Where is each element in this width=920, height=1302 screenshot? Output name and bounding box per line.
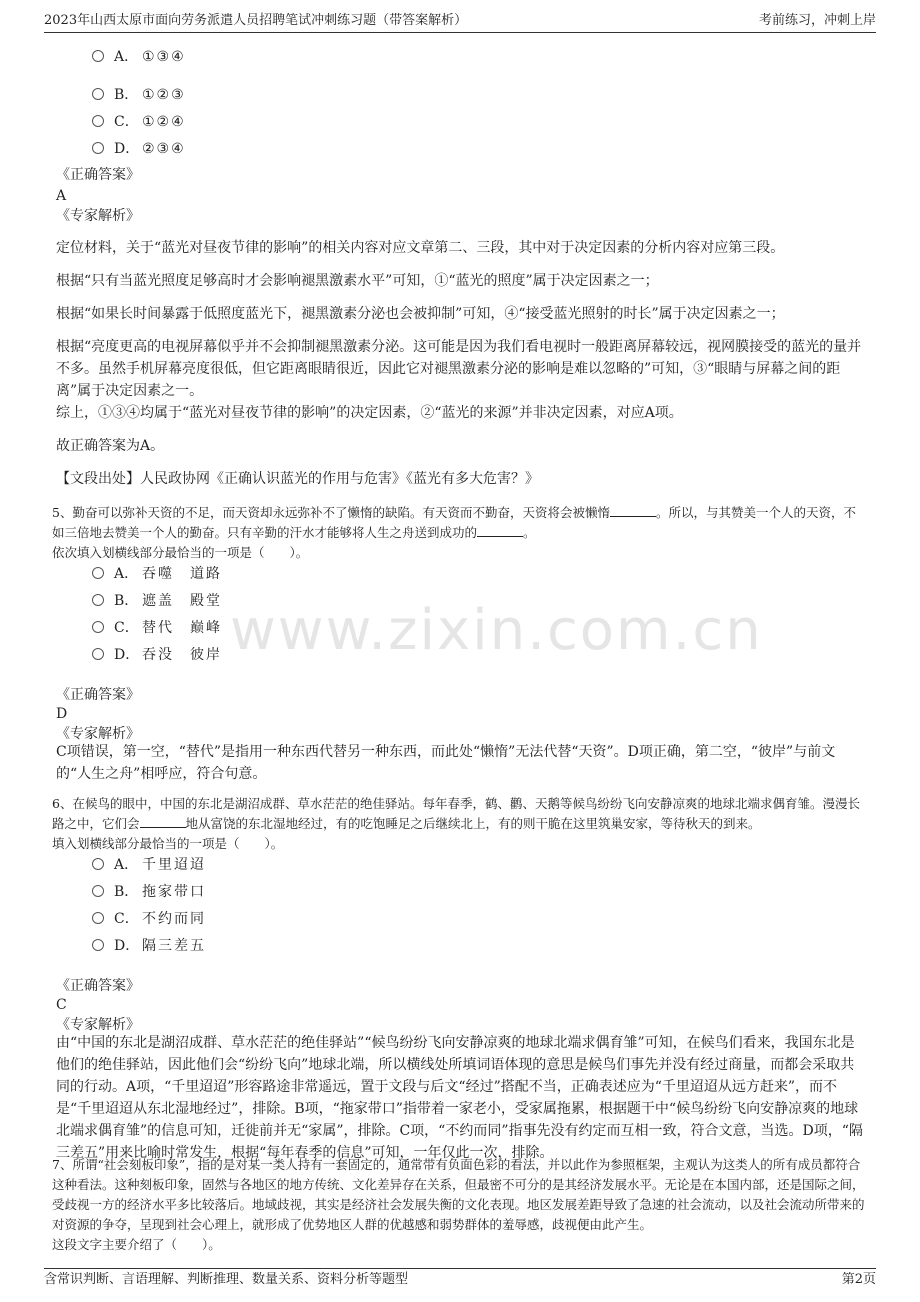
radio-button-icon[interactable] xyxy=(92,88,104,100)
radio-button-icon[interactable] xyxy=(92,912,104,924)
question-5-stem: 5、勤奋可以弥补天资的不足，而天资却永远弥补不了懒惰的缺陷。有天资而不勤奋，天资将会被懒惰 。所以，与其赞美一个人的天资，不如三倍地去赞美一个人的勤奋。只有辛勤的汗水才能够将人生之舟送到成功的 。 xyxy=(52,505,856,540)
option-q5-b[interactable]: B． 遮盖 殿堂 xyxy=(92,590,222,612)
header-slogan: 考前练习，冲刺上岸 xyxy=(758,13,876,28)
analysis-paragraph: 由“中国的东北是湖沼成群、草水茫茫的绝佳驿站”“候鸟纷纷飞向安静凉爽的地球北端求偶育雏”可知，在候鸟们看来，我国东北是他们的绝佳驿站，因此他们会“纷纷飞向”地球北端，所以横线处所填词语体现的意思是候鸟们事先并没有经过商量，而都会采取共同的行动。A项，“千里迢迢”形容路途非常遥远，置于文段与后文“经过”搭配不当，正确表述应为“千里迢迢从远方赶来”，而不是“千里迢迢从东北湿地经过”，排除。B项，“拖家带口”指带着一家老小，受家属拖累，根据题干中“候鸟纷纷飞向安静凉爽的地球北端求偶育雏”的信息可知，迁徙前并无“家属”，排除。C项，“不约而同”指事先没有约定而互相一致，符合文意，当选。D项，“隔三差五”用来比喻时常发生，根据“每年春季的信息”可知，一年仅此一次，排除。 xyxy=(56,1035,863,1161)
radio-button-icon[interactable] xyxy=(92,621,104,633)
document-title: 2023年山西太原市面向劳务派遣人员招聘笔试冲刺练习题（带答案解析） xyxy=(44,13,468,28)
option-q5-a[interactable]: A． 吞噬 道路 xyxy=(92,563,222,585)
watermark: www.zixin.com.cn xyxy=(230,598,763,663)
option-q5-c[interactable]: C． 替代 巅峰 xyxy=(92,617,222,639)
answer-label: 《正确答案》 xyxy=(56,167,140,183)
answer-label: 《正确答案》 xyxy=(56,687,140,703)
radio-button-icon[interactable] xyxy=(92,142,104,154)
answer-value: A xyxy=(56,188,67,204)
option-q6-a[interactable]: A． 千里迢迢 xyxy=(92,854,206,876)
option-q4-c[interactable]: C． ①②④ xyxy=(92,111,186,133)
question-7-stem: 7、所谓“社会刻板印象”，指的是对某一类人持有一套固定的，通常带有负面色彩的看法，并以此作为参照框架，主观认为这类人的所有成员都符合这种看法。这种刻板印象，固然与各地区的地方传统、文化差异存在关系，但最密不可分的是其经济发展水平。无论是在本国内部，还是国际之间，受歧视一方的经济水平多比较落后。地域歧视，其实是经济社会发展失衡的文化表现。地区发展差距导致了急速的社会流动，以及社会流动所带来的对资源的争夺，呈现到社会心理上，就形成了优势地区人群的优越感和弱势群体的羞辱感，歧视便由此产生。 xyxy=(52,1157,865,1232)
radio-button-icon[interactable] xyxy=(92,939,104,951)
footer-categories: 含常识判断、言语理解、判断推理、数量关系、资料分析等题型 xyxy=(44,1272,409,1287)
radio-button-icon[interactable] xyxy=(92,115,104,127)
page-number: 第2页 xyxy=(841,1272,876,1287)
analysis-paragraph: 综上，①③④均属于“蓝光对昼夜节律的影响”的决定因素，②“蓝光的来源”并非决定因素，对应A项。 xyxy=(56,405,683,421)
fill-blank xyxy=(140,815,186,828)
question-6-stem: 6、在候鸟的眼中，中国的东北是湖沼成群、草水茫茫的绝佳驿站。每年春季，鹤、鹳、天鹅等候鸟纷纷飞向安静凉爽的地球北端求偶育雏。漫漫长路之中，它们会 地从富饶的东北湿地经过，有的吃饱睡足之后继续北上，有的则干脆在这里筑巢安家，等待秋天的到来。 xyxy=(52,796,860,831)
radio-button-icon[interactable] xyxy=(92,858,104,870)
answer-value: D xyxy=(56,706,68,722)
answer-label: 《正确答案》 xyxy=(56,978,140,994)
analysis-label: 《专家解析》 xyxy=(56,726,140,742)
option-q6-c[interactable]: C． 不约而同 xyxy=(92,908,206,930)
fill-blank xyxy=(610,504,656,517)
radio-button-icon[interactable] xyxy=(92,567,104,579)
analysis-paragraph: 故正确答案为A。 xyxy=(56,438,165,454)
page-footer xyxy=(44,1268,876,1291)
answer-value: C xyxy=(56,997,67,1013)
question-5-instruction: 依次填入划横线部分最恰当的一项是（ ）。 xyxy=(52,545,309,560)
radio-button-icon[interactable] xyxy=(92,50,104,62)
analysis-paragraph: 根据“亮度更高的电视屏幕似乎并不会抑制褪黑激素分泌。这可能是因为我们看电视时一般距离屏幕较远，视网膜接受的蓝光的量并不多。虽然手机屏幕亮度很低，但它距离眼睛很近，因此它对褪黑激素分泌的影响是难以忽略的”可知，③“眼睛与屏幕之间的距离”属于决定因素之一。 xyxy=(56,339,862,399)
option-q6-b[interactable]: B． 拖家带口 xyxy=(92,881,206,903)
radio-button-icon[interactable] xyxy=(92,648,104,660)
option-q4-b[interactable]: B． ①②③ xyxy=(92,84,186,106)
source-citation: 【文段出处】人民政协网《正确认识蓝光的作用与危害》《蓝光有多大危害？》 xyxy=(56,471,539,487)
fill-blank xyxy=(477,524,523,537)
analysis-label: 《专家解析》 xyxy=(56,1017,140,1033)
analysis-paragraph: 根据“如果长时间暴露于低照度蓝光下，褪黑激素分泌也会被抑制”可知，④“接受蓝光照射的时长”属于决定因素之一； xyxy=(56,306,785,322)
analysis-paragraph: 根据“只有当蓝光照度足够高时才会影响褪黑激素水平”可知，①“蓝光的照度”属于决定因素之一； xyxy=(56,273,659,289)
question-6-instruction: 填入划横线部分最恰当的一项是（ ）。 xyxy=(52,836,284,851)
analysis-label: 《专家解析》 xyxy=(56,208,140,224)
question-7-instruction: 这段文字主要介绍了（ ）。 xyxy=(52,1237,221,1252)
option-q4-a[interactable]: A． ①③④ xyxy=(92,46,186,68)
analysis-paragraph: C项错误，第一空，“替代”是指用一种东西代替另一种东西，而此处“懒惰”无法代替“天资”。D项正确，第二空，“彼岸”与前文的“人生之舟”相呼应，符合句意。 xyxy=(56,744,836,782)
radio-button-icon[interactable] xyxy=(92,594,104,606)
option-q5-d[interactable]: D． 吞没 彼岸 xyxy=(92,644,222,666)
analysis-paragraph: 定位材料，关于“蓝光对昼夜节律的影响”的相关内容对应文章第二、三段，其中对于决定因素的分析内容对应第三段。 xyxy=(56,240,785,256)
option-q6-d[interactable]: D． 隔三差五 xyxy=(92,935,206,957)
page-header xyxy=(44,10,876,33)
radio-button-icon[interactable] xyxy=(92,885,104,897)
option-q4-d[interactable]: D． ②③④ xyxy=(92,138,186,160)
